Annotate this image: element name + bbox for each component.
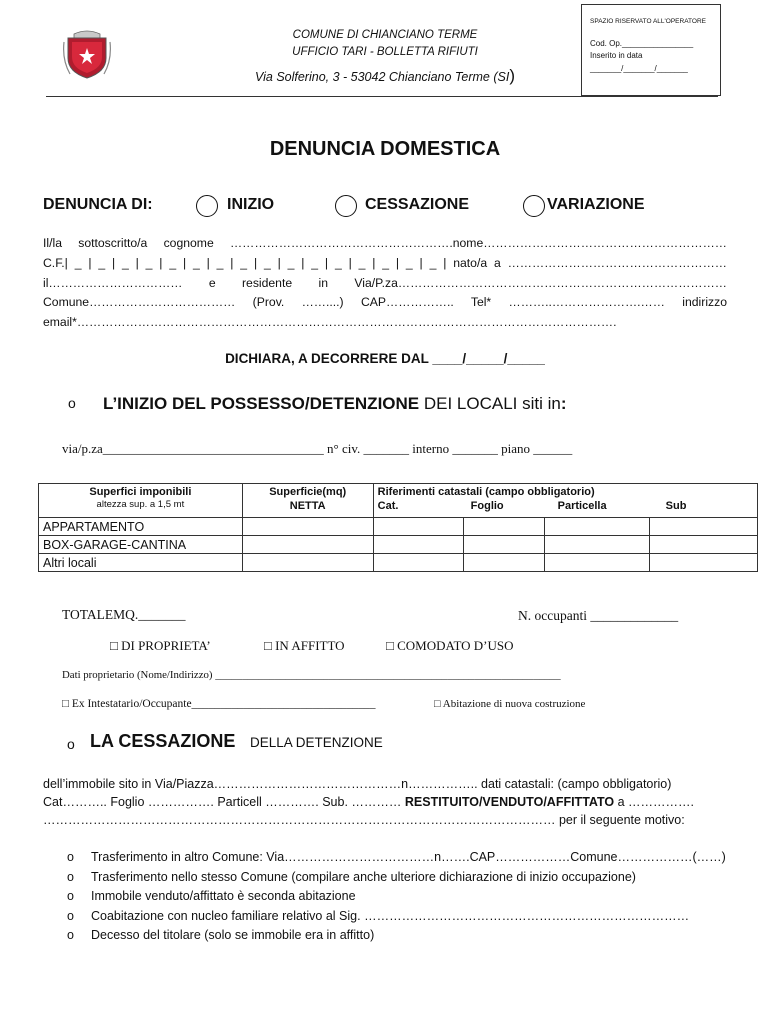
list-item[interactable]: o Coabitazione con nucleo familiare relativo al Sig. …………………………………………………………………… <box>67 908 690 923</box>
municipal-crest-icon <box>62 28 112 80</box>
cessazione-section-bullet: o <box>67 736 75 752</box>
sub-cell[interactable] <box>650 554 758 572</box>
proprieta-checkbox[interactable]: □ DI PROPRIETA’ <box>110 638 211 653</box>
particella-column-header: Particella <box>557 500 607 512</box>
owner-data-line[interactable]: Dati proprietario (Nome/Indirizzo) ________________________________________________________________ <box>62 669 561 681</box>
net-area-header: Superficie(mq) NETTA <box>242 484 373 518</box>
operator-code-field[interactable]: Cod. Op.________________ <box>590 39 694 48</box>
table-row <box>39 536 758 554</box>
list-item[interactable]: o Trasferimento nello stesso Comune (compilare anche ulteriore dichiarazione di inizio occupazione) <box>67 869 636 884</box>
particella-cell[interactable] <box>545 554 650 572</box>
foglio-cell[interactable] <box>464 554 545 572</box>
municipality-name: COMUNE DI CHIANCIANO TERME <box>292 29 478 41</box>
list-item[interactable]: o Decesso del titolare (solo se immobile era in affitto) <box>67 928 375 942</box>
row-label: APPARTAMENTO <box>39 518 243 536</box>
insertion-date-field[interactable]: _______/_______/_______ <box>590 64 688 73</box>
affitto-checkbox[interactable]: □ IN AFFITTO <box>264 638 345 653</box>
cessazione-subheading: DELLA DETENZIONE <box>250 735 383 750</box>
denuncia-label: DENUNCIA DI: <box>43 196 153 213</box>
document-title: DENUNCIA DOMESTICA <box>269 138 501 160</box>
cat-cell[interactable] <box>373 536 464 554</box>
list-item[interactable]: o Immobile venduto/affittato è seconda abitazione <box>67 889 356 903</box>
operator-box-title: SPAZIO RISERVATO ALL'OPERATORE <box>590 18 706 25</box>
sub-cell[interactable] <box>650 518 758 536</box>
birth-residence-line[interactable]: il…………………………… e residente in Via/P.za……………………………………………………………………… <box>43 276 727 290</box>
variazione-option-label: VARIAZIONE <box>547 196 645 213</box>
tax-code-line[interactable]: C.F.| _ | _ | _ | _ | _ | _ | _ | _ | _ | _ | _ | _ | _ | _ | _ | _ | nato/a a ……………………………………………… <box>43 256 727 270</box>
cessazione-heading: LA CESSAZIONE <box>90 731 236 751</box>
foglio-cell[interactable] <box>464 536 545 554</box>
foglio-cell[interactable] <box>464 518 545 536</box>
net-area-cell[interactable] <box>242 554 373 572</box>
sub-column-header: Sub <box>665 500 687 512</box>
operator-reserved-box <box>581 4 721 96</box>
inizio-option-label: INIZIO <box>227 196 275 213</box>
cat-cell[interactable] <box>373 518 464 536</box>
insertion-date-label: Inserito in data <box>590 51 643 60</box>
cessazione-radio[interactable] <box>335 195 357 217</box>
cessazione-option-label: CESSAZIONE <box>365 196 470 213</box>
comune-contact-line[interactable]: Comune……………………………… (Prov. ……....) CAP…………….. Tel* ………..………………….…… indirizzo <box>43 295 727 309</box>
cadastral-header: Riferimenti catastali (campo obbligatorio) Cat. Foglio Particella Sub <box>373 484 757 518</box>
net-area-cell[interactable] <box>242 536 373 554</box>
particella-cell[interactable] <box>545 536 650 554</box>
table-row <box>39 554 758 572</box>
variazione-radio[interactable] <box>523 195 545 217</box>
surfaces-header: Superfici imponibili altezza sup. a 1,5 mt <box>39 484 243 518</box>
occupants-field[interactable]: N. occupanti _____________ <box>518 608 679 623</box>
office-name: UFFICIO TARI - BOLLETTA RIFIUTI <box>292 46 478 58</box>
header-divider <box>46 96 718 97</box>
reason-intro-line[interactable]: …………………………………………………………………………………………………………… per il seguente motivo: <box>43 813 685 827</box>
motive-list <box>67 848 726 946</box>
sub-cell[interactable] <box>650 536 758 554</box>
ex-intestatario-checkbox[interactable]: □ Ex Intestatario/Occupante________________________________ <box>62 698 376 710</box>
comodato-checkbox[interactable]: □ COMODATO D’USO <box>386 638 514 653</box>
start-date-declaration[interactable]: DICHIARA, A DECORRERE DAL ____/_____/_____ <box>225 351 545 366</box>
inizio-section-bullet: o <box>68 395 76 411</box>
total-sqm-field[interactable]: TOTALEMQ._______ <box>62 607 186 622</box>
row-label: Altri locali <box>39 554 243 572</box>
cat-cell[interactable] <box>373 554 464 572</box>
particella-cell[interactable] <box>545 518 650 536</box>
municipality-address: Via Solferino, 3 - 53042 Chianciano Terme (SI) <box>255 66 515 85</box>
cat-column-header: Cat. <box>377 500 399 512</box>
surfaces-table <box>38 483 758 572</box>
foglio-column-header: Foglio <box>470 500 504 512</box>
property-address-line[interactable]: via/p.za__________________________________ n° civ. _______ interno _______ piano ______ <box>62 441 573 456</box>
net-area-cell[interactable] <box>242 518 373 536</box>
inizio-section-heading: L’INIZIO DEL POSSESSO/DETENZIONE DEI LOCALI siti in: <box>103 394 567 413</box>
surname-name-line[interactable]: Il/la sottoscritto/a cognome ……………………………………………….nome…………………………………………………… <box>43 236 727 250</box>
property-location-line[interactable]: dell’immobile sito in Via/Piazza………………………………………n…………….. dati catastali: (campo obbligatorio) <box>43 777 672 791</box>
new-construction-checkbox[interactable]: □ Abitazione di nuova costruzione <box>434 698 586 710</box>
cadastral-data-line[interactable]: Cat……….. Foglio ……………. Particell …………. Sub. ………… RESTITUITO/VENDUTO/AFFITTATO a ……………. <box>43 795 695 809</box>
email-line[interactable]: email*……………………………………………………………………………………………………………………. <box>43 315 617 329</box>
row-label: BOX-GARAGE-CANTINA <box>39 536 243 554</box>
inizio-radio[interactable] <box>196 195 218 217</box>
list-item[interactable]: o Trasferimento in altro Comune: Via………………………………n…….CAP………………Comune………………(……) <box>67 850 726 864</box>
table-row <box>39 518 758 536</box>
